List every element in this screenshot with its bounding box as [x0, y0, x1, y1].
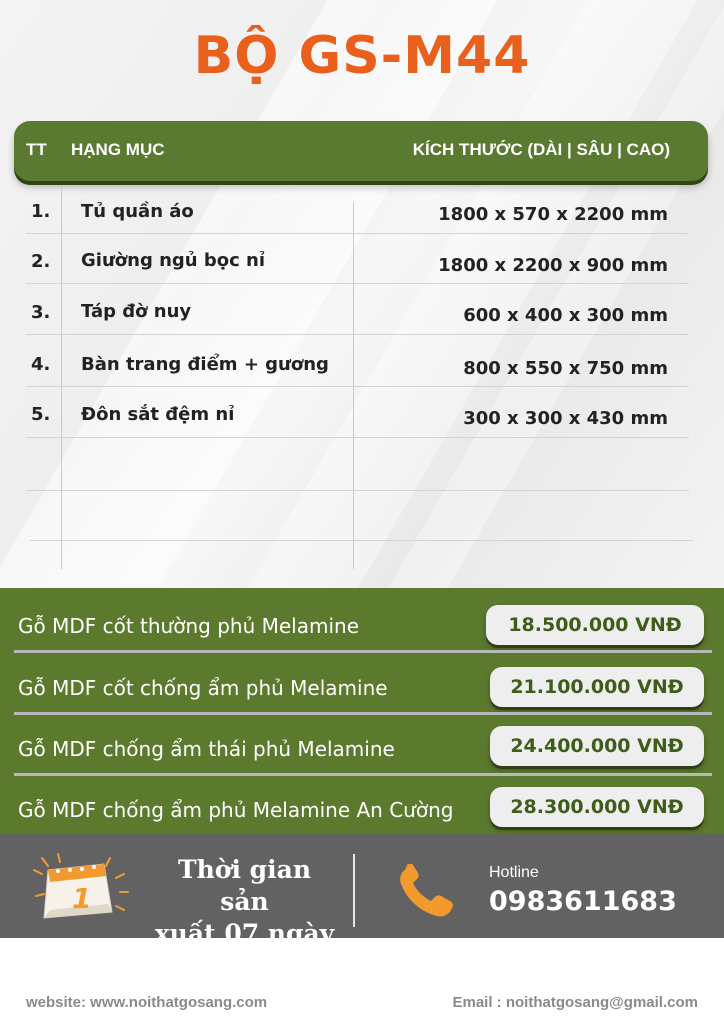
- price-row: [0, 780, 724, 842]
- header-no: TT: [26, 140, 47, 159]
- calendar-icon: [28, 852, 134, 924]
- column-divider: [61, 186, 62, 569]
- price-badge: 18.500.000 VNĐ: [486, 605, 704, 645]
- hotline-label: Hotline: [489, 864, 539, 881]
- row-number: 5.: [31, 404, 51, 425]
- row-divider: [26, 334, 689, 335]
- row-item-size: 1800 x 570 x 2200 mm: [438, 204, 668, 225]
- price-row: [0, 596, 724, 658]
- table-header: [14, 121, 708, 181]
- row-item-name: Bàn trang điểm + gương: [81, 354, 329, 375]
- row-item-size: 1800 x 2200 x 900 mm: [438, 255, 668, 276]
- footer-website[interactable]: website: www.noithatgosang.com: [26, 994, 268, 1011]
- header-item: HẠNG MỤC: [71, 140, 165, 159]
- price-list: [0, 588, 724, 834]
- price-badge: 24.400.000 VNĐ: [490, 726, 704, 766]
- row-number: 2.: [31, 251, 51, 272]
- production-time-line2: xuất 07 ngày: [154, 919, 335, 948]
- material-label: Gỗ MDF cốt thường phủ Melamine: [18, 614, 359, 638]
- price-divider: [14, 773, 712, 776]
- price-badge: 28.300.000 VNĐ: [490, 787, 704, 827]
- price-divider: [14, 650, 712, 653]
- header-size: KÍCH THƯỚC (DÀI | SÂU | CAO): [412, 140, 670, 159]
- row-item-name: Đôn sắt đệm nỉ: [81, 404, 235, 425]
- material-label: Gỗ MDF chống ẩm thái phủ Melamine: [18, 737, 395, 761]
- row-number: 4.: [31, 354, 51, 375]
- price-row: [0, 718, 724, 780]
- row-number: 1.: [31, 201, 51, 222]
- row-item-size: 800 x 550 x 750 mm: [463, 358, 668, 379]
- material-label: Gỗ MDF cốt chống ẩm phủ Melamine: [18, 676, 388, 700]
- row-divider: [26, 386, 689, 387]
- row-item-name: Giường ngủ bọc nỉ: [81, 250, 266, 271]
- row-item-size: 300 x 300 x 430 mm: [463, 408, 668, 429]
- row-divider: [26, 490, 689, 491]
- price-divider: [14, 712, 712, 715]
- info-divider: [353, 854, 355, 927]
- items-table: [0, 182, 724, 572]
- row-item-name: Táp đờ nuy: [81, 301, 192, 322]
- row-divider: [26, 437, 689, 438]
- material-label: Gỗ MDF chống ẩm phủ Melamine An Cường: [18, 798, 454, 822]
- price-row: [0, 658, 724, 720]
- row-divider: [26, 283, 689, 284]
- production-time-line1: Thời gian sản: [177, 855, 311, 916]
- phone-icon: [395, 864, 457, 920]
- production-time: [152, 854, 337, 950]
- hotline-number[interactable]: 0983611683: [489, 886, 677, 917]
- page-title: BỘ GS-M44: [193, 26, 531, 86]
- calendar-number: 1: [72, 882, 92, 915]
- row-item-name: Tủ quần áo: [81, 201, 194, 222]
- footer-email[interactable]: Email : noithatgosang@gmail.com: [452, 994, 698, 1011]
- row-divider: [26, 233, 689, 234]
- row-divider: [30, 540, 693, 541]
- row-item-size: 600 x 400 x 300 mm: [463, 305, 668, 326]
- price-badge: 21.100.000 VNĐ: [490, 667, 704, 707]
- row-number: 3.: [31, 302, 51, 323]
- info-bar: [0, 834, 724, 948]
